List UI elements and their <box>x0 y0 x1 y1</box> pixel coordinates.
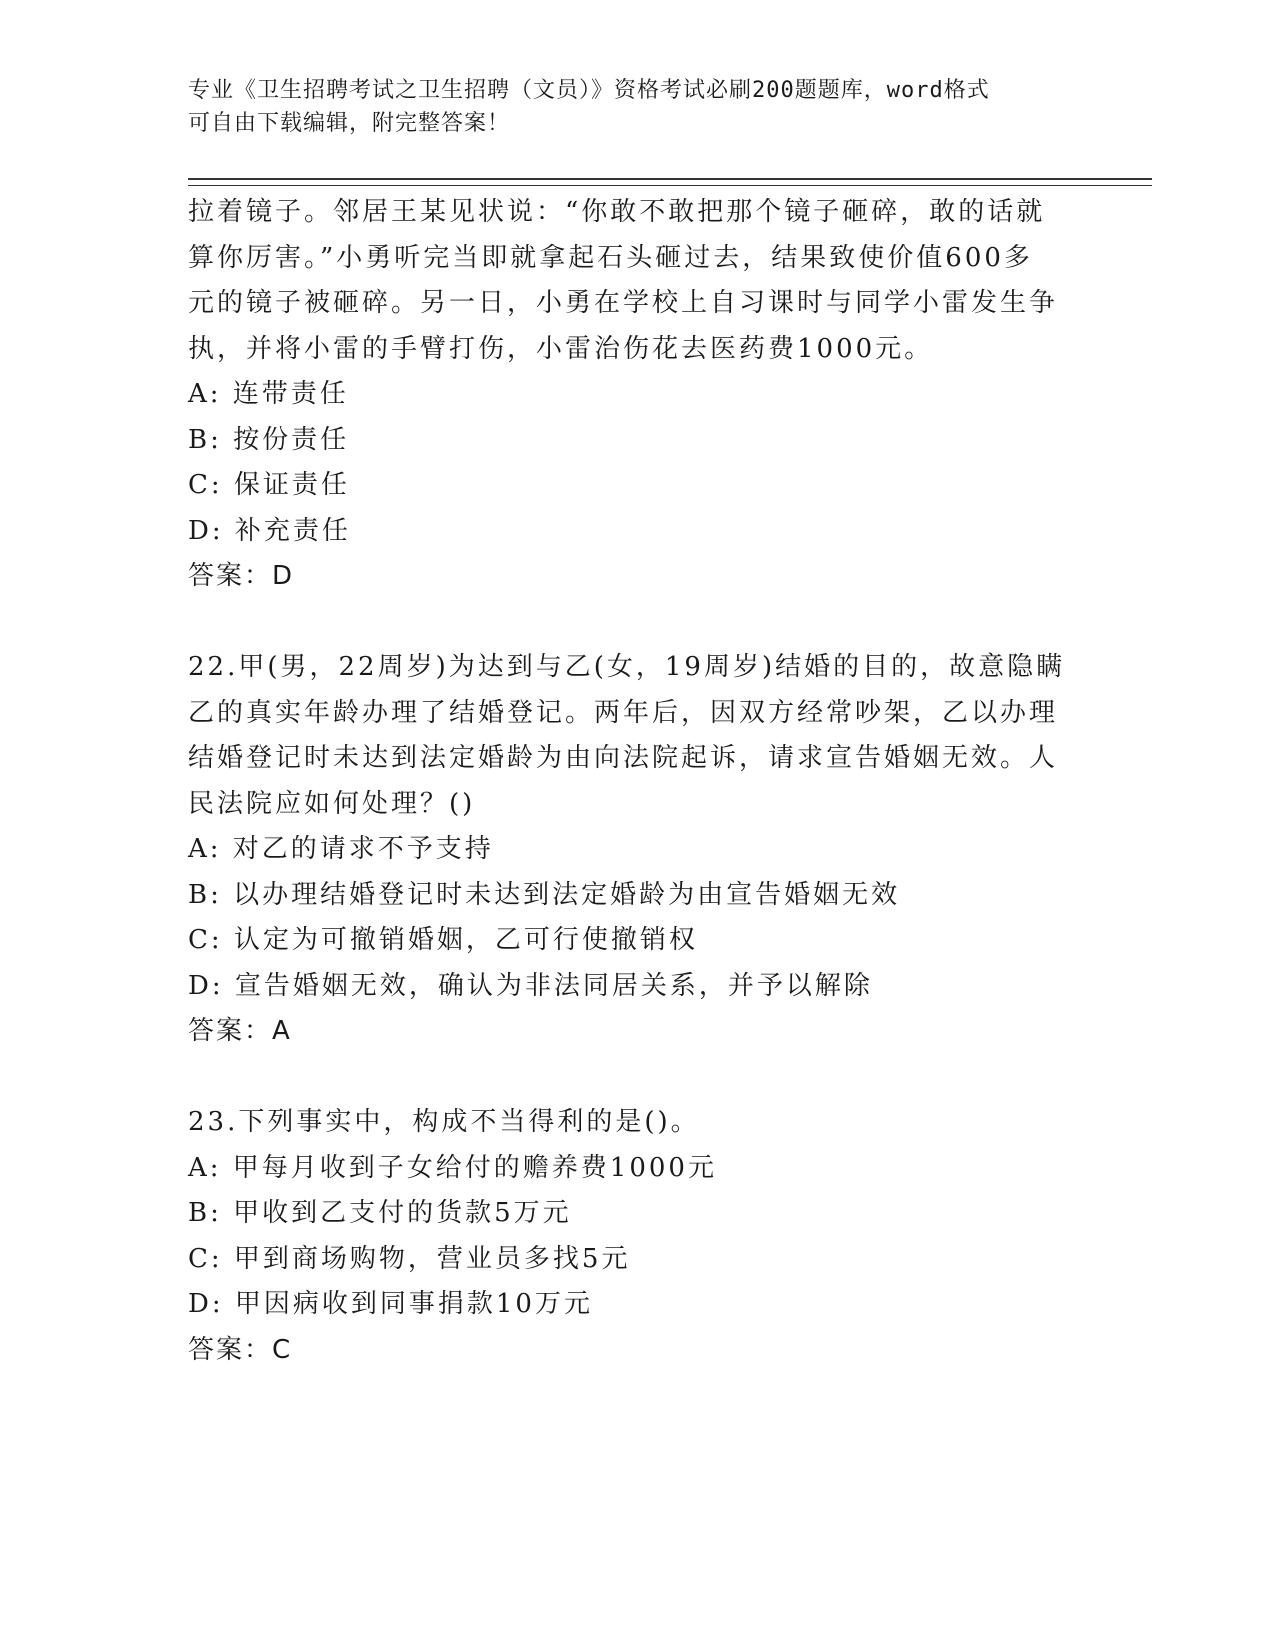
option-c: C: 保证责任 <box>188 470 350 500</box>
question-text-line: 民法院应如何处理？() <box>188 788 476 819</box>
option-d: D: 甲因病收到同事捐款10万元 <box>188 1289 593 1319</box>
option-a: A: 对乙的请求不予支持 <box>188 834 494 864</box>
question-text-line: 执，并将小雷的手臂打伤，小雷治伤花去医药费1000元。 <box>188 333 934 364</box>
header-divider-thin <box>188 185 1152 186</box>
header-title-line-2: 可自由下载编辑，附完整答案！ <box>188 111 511 136</box>
question-text-line: 22.甲(男，22周岁)为达到与乙(女，19周岁)结婚的目的，故意隐瞒 <box>188 652 1066 682</box>
document-header <box>188 74 1068 140</box>
option-b: B: 甲收到乙支付的货款5万元 <box>188 1198 572 1228</box>
question-text-line: 元的镜子被砸碎。另一日，小勇在学校上自习课时与同学小雷发生争 <box>188 288 1059 318</box>
option-b: B: 按份责任 <box>188 424 350 455</box>
option-a: A: 甲每月收到子女给付的赡养费1000元 <box>188 1152 717 1183</box>
question-text-line: 拉着镜子。邻居王某见状说：“你敢不敢把那个镜子砸碎，敢的话就 <box>188 197 1046 227</box>
answer-line: 答案：C <box>188 1334 293 1365</box>
question-22 <box>188 645 1088 1055</box>
spacer <box>188 600 1088 646</box>
question-21-continued <box>188 190 1088 600</box>
option-c: C: 甲到商场购物，营业员多找5元 <box>188 1243 631 1274</box>
header-divider-thick <box>188 178 1152 180</box>
option-b: B: 以办理结婚登记时未达到法定婚龄为由宣告婚姻无效 <box>188 879 901 910</box>
header-title-line-1: 专业《卫生招聘考试之卫生招聘（文员）》资格考试必刷200题题库，word格式 <box>188 78 990 103</box>
option-d: D: 宣告婚姻无效，确认为非法同居关系，并予以解除 <box>188 970 873 1001</box>
question-23 <box>188 1100 1088 1373</box>
option-d: D: 补充责任 <box>188 515 351 546</box>
question-text-line: 结婚登记时未达到法定婚龄为由向法院起诉，请求宣告婚姻无效。人 <box>188 743 1059 773</box>
option-a: A: 连带责任 <box>188 379 349 409</box>
question-text-line: 乙的真实年龄办理了结婚登记。两年后，因双方经常吵架，乙以办理 <box>188 697 1059 728</box>
document-body <box>188 190 1088 1373</box>
question-text-line: 23.下列事实中，构成不当得利的是()。 <box>188 1107 700 1137</box>
spacer <box>188 1055 1088 1101</box>
question-text-line: 算你厉害。”小勇听完当即就拿起石头砸过去，结果致使价值600多 <box>188 242 1033 273</box>
option-c: C: 认定为可撤销婚姻，乙可行使撤销权 <box>188 925 698 955</box>
answer-line: 答案：A <box>188 1016 292 1046</box>
answer-line: 答案：D <box>188 561 295 591</box>
